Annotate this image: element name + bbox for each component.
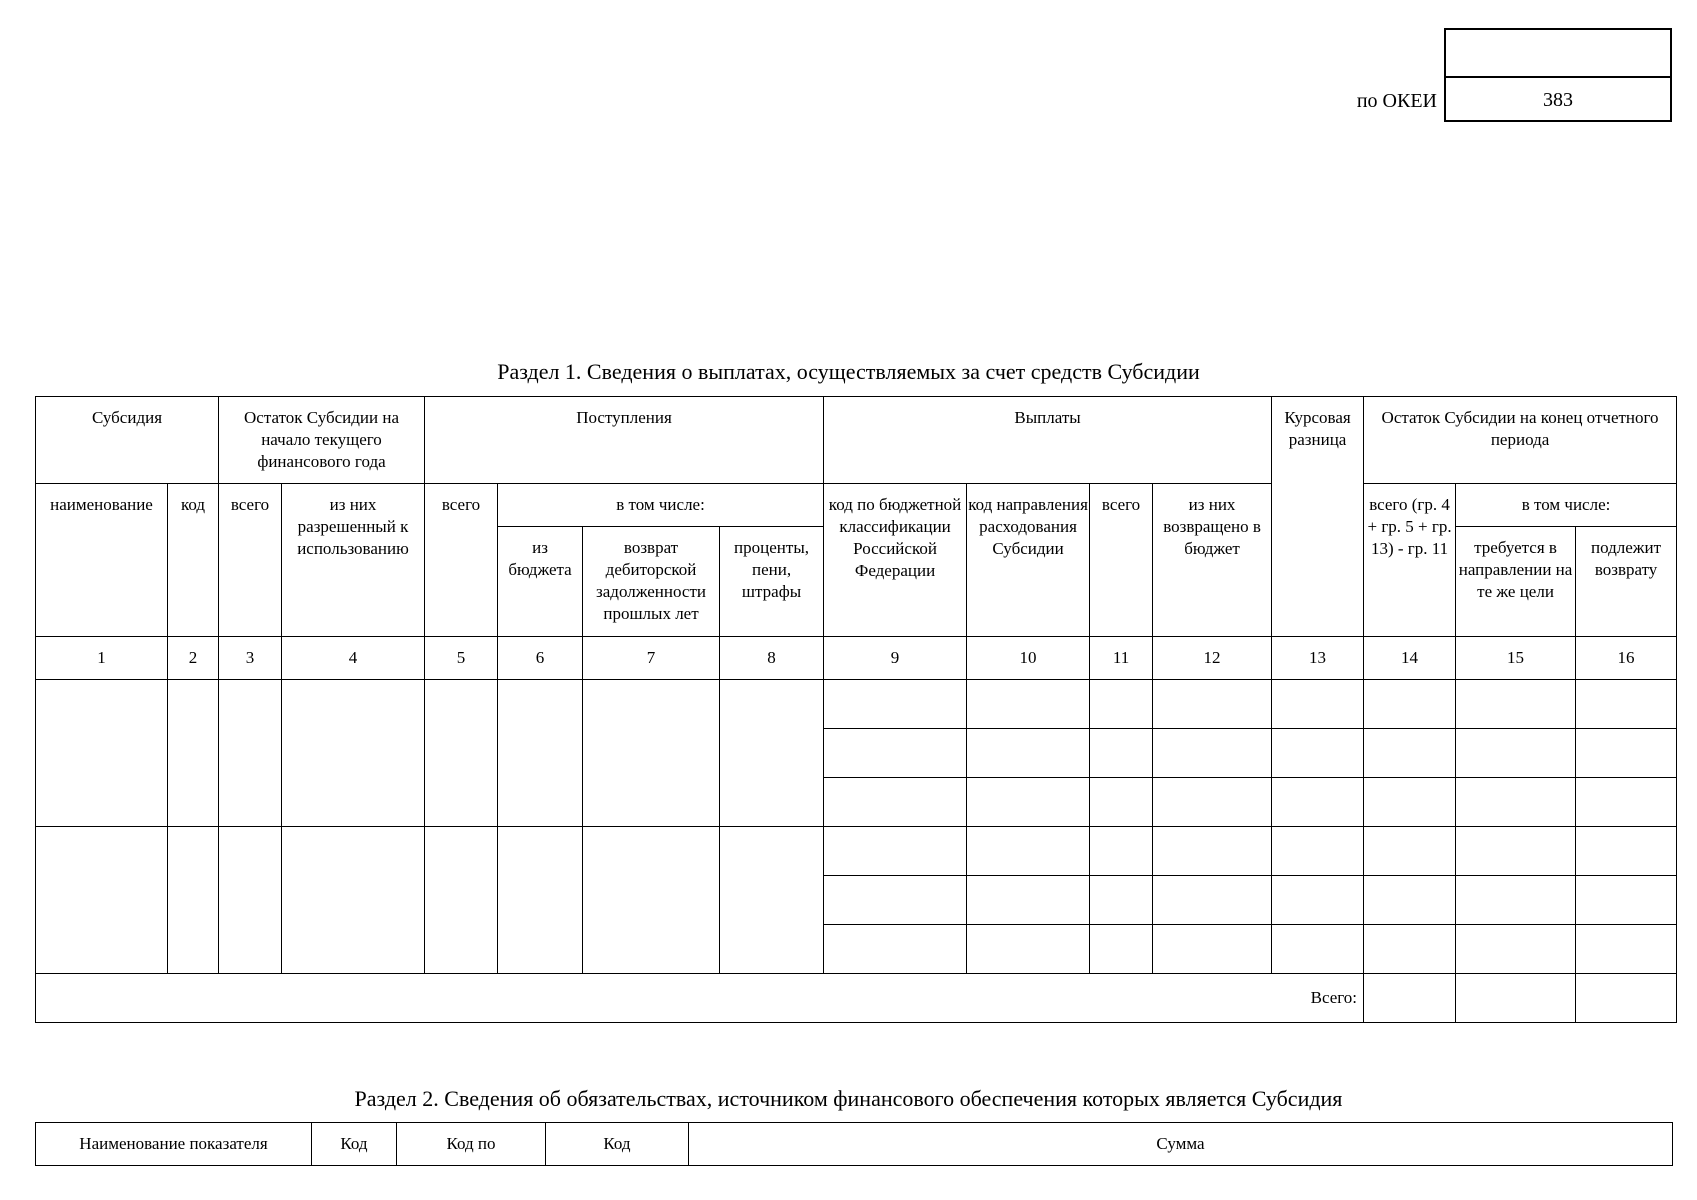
cell (1090, 876, 1153, 925)
group-balance-start: Остаток Субсидии на начало текущего финансового года (219, 397, 425, 484)
col-number: 15 (1456, 637, 1576, 680)
total-balance-end-total (1364, 974, 1456, 1023)
col-number: 6 (498, 637, 583, 680)
header-name: наименование (36, 484, 168, 637)
cell (967, 729, 1090, 778)
cell (1364, 680, 1456, 729)
cell (1272, 778, 1364, 827)
cell (1364, 925, 1456, 974)
cell (1576, 680, 1677, 729)
cell-name (36, 680, 168, 827)
cell (1456, 680, 1576, 729)
total-row (36, 974, 1677, 1023)
okei-empty-cell (1446, 30, 1670, 78)
cell (1272, 827, 1364, 876)
col-number: 7 (583, 637, 720, 680)
cell (1364, 778, 1456, 827)
header-balance-start-allowed: из них разрешенный к использованию (282, 484, 425, 637)
cell (967, 876, 1090, 925)
group-payments: Выплаты (824, 397, 1272, 484)
s2-header-code-by: Код по (397, 1123, 546, 1166)
cell-interest (720, 680, 824, 827)
cell (1456, 778, 1576, 827)
cell (1272, 680, 1364, 729)
header-returned-to-budget: из них возвращено в бюджет (1153, 484, 1272, 637)
header-receipts-total: всего (425, 484, 498, 637)
cell (1090, 729, 1153, 778)
col-number: 5 (425, 637, 498, 680)
cell (1456, 827, 1576, 876)
group-balance-end: Остаток Субсидии на конец отчетного периода (1364, 397, 1677, 484)
cell (1090, 827, 1153, 876)
cell-from-budget (498, 680, 583, 827)
okei-label: по ОКЕИ (1356, 90, 1437, 112)
group-subsidy: Субсидия (36, 397, 219, 484)
cell-balance-start-allowed (282, 680, 425, 827)
cell (1576, 729, 1677, 778)
okei-code: 383 (1543, 88, 1573, 111)
total-label: Всего: (36, 974, 1364, 1023)
header-interest: проценты, пени, штрафы (720, 527, 824, 637)
header-balance-start-total: всего (219, 484, 282, 637)
header-budget-class-code: код по бюджетной классификации Российской Федерации (824, 484, 967, 637)
cell (824, 925, 967, 974)
col-number: 4 (282, 637, 425, 680)
s2-header-indicator-name: Наименование показателя (36, 1123, 312, 1166)
cell-debt-return (583, 680, 720, 827)
cell (967, 680, 1090, 729)
col-number: 2 (168, 637, 219, 680)
cell-receipts-total (425, 680, 498, 827)
table-row (36, 680, 1677, 729)
header-balance-end-incl: в том числе: (1456, 484, 1677, 527)
cell (1576, 925, 1677, 974)
cell-code (168, 680, 219, 827)
s2-header-code-2: Код (546, 1123, 689, 1166)
col-number: 12 (1153, 637, 1272, 680)
group-receipts: Поступления (425, 397, 824, 484)
header-code: код (168, 484, 219, 637)
cell-interest (720, 827, 824, 974)
cell (1090, 778, 1153, 827)
cell-code (168, 827, 219, 974)
s2-header-amount: Сумма (689, 1123, 1673, 1166)
cell (824, 680, 967, 729)
cell (1272, 925, 1364, 974)
cell (824, 778, 967, 827)
header-from-budget: из бюджета (498, 527, 583, 637)
cell (1153, 778, 1272, 827)
section2-table (35, 1122, 1673, 1166)
cell (1090, 680, 1153, 729)
col-number: 8 (720, 637, 824, 680)
cell (1456, 876, 1576, 925)
col-number: 3 (219, 637, 282, 680)
cell (1364, 827, 1456, 876)
table-row (36, 827, 1677, 876)
cell (824, 876, 967, 925)
cell-from-budget (498, 827, 583, 974)
header-receipts-incl: в том числе: (498, 484, 824, 527)
cell (1576, 778, 1677, 827)
cell (824, 827, 967, 876)
col-number: 11 (1090, 637, 1153, 680)
group-exchange-diff: Курсовая разница (1272, 397, 1364, 637)
cell (1576, 827, 1677, 876)
cell-balance-start-total (219, 827, 282, 974)
cell-name (36, 827, 168, 974)
cell (1364, 876, 1456, 925)
section1-title: Раздел 1. Сведения о выплатах, осуществляемых за счет средств Субсидии (497, 359, 1200, 384)
cell (1272, 729, 1364, 778)
cell (1364, 729, 1456, 778)
cell (1153, 876, 1272, 925)
col-number: 9 (824, 637, 967, 680)
cell (1576, 876, 1677, 925)
col-number: 13 (1272, 637, 1364, 680)
cell (1456, 925, 1576, 974)
cell (967, 827, 1090, 876)
cell (1153, 827, 1272, 876)
header-required-same-purpose: требуется в направлении на те же цели (1456, 527, 1576, 637)
cell-receipts-total (425, 827, 498, 974)
cell (1272, 876, 1364, 925)
cell-balance-start-total (219, 680, 282, 827)
header-debt-return: возврат дебиторской задолженности прошлых лет (583, 527, 720, 637)
s2-header-code: Код (312, 1123, 397, 1166)
section1-table (35, 396, 1677, 1023)
total-to-be-returned (1576, 974, 1677, 1023)
col-number: 10 (967, 637, 1090, 680)
header-balance-end-total: всего (гр. 4 + гр. 5 + гр. 13) - гр. 11 (1364, 484, 1456, 637)
header-to-be-returned: подлежит возврату (1576, 527, 1677, 637)
col-number: 1 (36, 637, 168, 680)
cell-balance-start-allowed (282, 827, 425, 974)
cell (1153, 729, 1272, 778)
cell (1090, 925, 1153, 974)
header-payments-total: всего (1090, 484, 1153, 637)
cell (1456, 729, 1576, 778)
cell (824, 729, 967, 778)
cell (967, 925, 1090, 974)
header-direction-code: код направления расходования Субсидии (967, 484, 1090, 637)
okei-box (1444, 28, 1672, 122)
cell (967, 778, 1090, 827)
col-number: 14 (1364, 637, 1456, 680)
section2-title: Раздел 2. Сведения об обязательствах, источником финансового обеспечения которых является Субсидия (354, 1086, 1343, 1111)
cell (1153, 680, 1272, 729)
col-number: 16 (1576, 637, 1677, 680)
total-required-same-purpose (1456, 974, 1576, 1023)
cell (1153, 925, 1272, 974)
cell-debt-return (583, 827, 720, 974)
